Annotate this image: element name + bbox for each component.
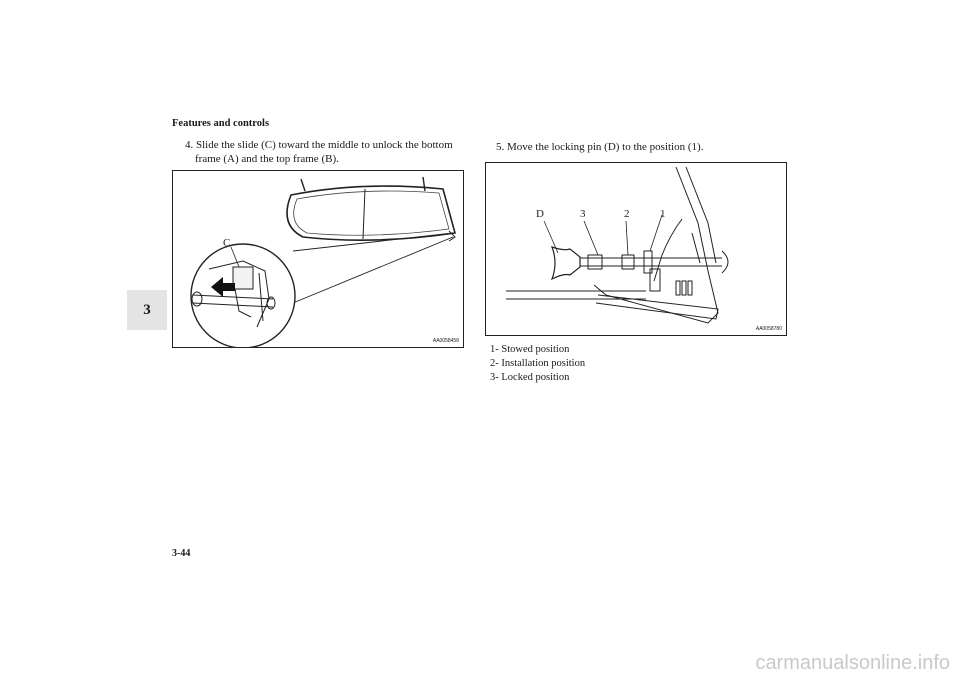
- watermark: carmanualsonline.info: [0, 648, 960, 678]
- chapter-tab: [127, 290, 167, 330]
- callout-c: C: [223, 237, 231, 249]
- callout-d: D: [536, 208, 544, 220]
- callout-labels: [536, 208, 666, 220]
- section-title: Features and controls: [172, 118, 270, 129]
- step-4-line-2: frame (A) and the top frame (B).: [195, 153, 339, 165]
- position-legend: [490, 343, 585, 385]
- legend-item: 3- Locked position: [490, 372, 570, 383]
- callout-3: 3: [580, 208, 586, 220]
- figure-locking-pin-illustration: [486, 163, 786, 335]
- legend-item: 1- Stowed position: [490, 344, 570, 355]
- step-5-instruction: 5. Move the locking pin (D) to the position (1).: [496, 141, 704, 153]
- figure-code: AA0058458: [432, 338, 459, 344]
- page-number: 3-44: [172, 548, 191, 559]
- callout-1: 1: [660, 208, 666, 220]
- callout-2: 2: [624, 208, 630, 220]
- figure-slide-unlock: [172, 170, 464, 348]
- figure-locking-pin: [485, 162, 787, 336]
- step-4-instruction: [185, 138, 475, 166]
- chapter-number: 3: [143, 301, 151, 318]
- figure-slide-unlock-illustration: [173, 171, 463, 347]
- legend-item: 2- Installation position: [490, 358, 586, 369]
- step-4-line-1: 4. Slide the slide (C) toward the middle to unlock the bottom: [185, 139, 453, 151]
- figure-code: AA0058780: [755, 326, 782, 332]
